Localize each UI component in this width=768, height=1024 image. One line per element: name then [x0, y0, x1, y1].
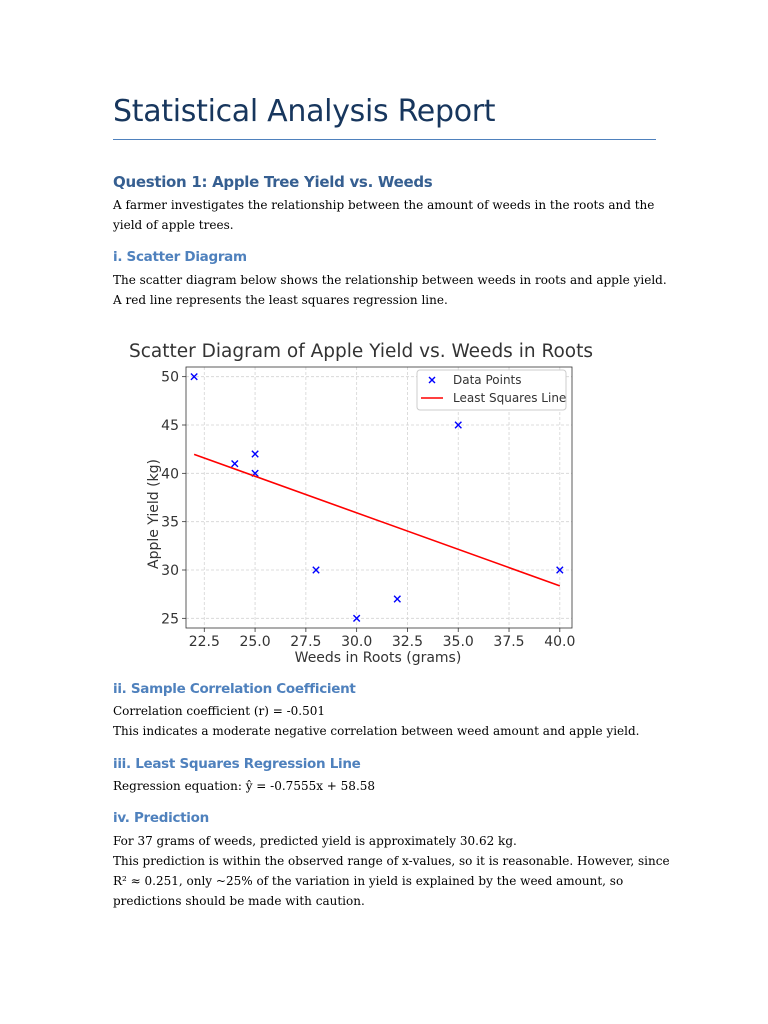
x-tick-label: 22.5 — [188, 634, 220, 650]
legend-label: Data Points — [453, 373, 522, 387]
y-tick-label: 30 — [161, 563, 179, 579]
y-tick-label: 40 — [161, 466, 179, 483]
correlation-line-1: Correlation coefficient (r) = -0.501 — [113, 704, 326, 718]
regression-line — [194, 454, 560, 585]
chart-legend — [417, 370, 566, 410]
x-tick-label: 37.5 — [493, 634, 525, 650]
correlation-line-2: This indicates a moderate negative correlation between weed amount and apple yield. — [113, 724, 640, 738]
y-axis-label: Apple Yield (kg) — [146, 458, 162, 570]
scatter-text-line-1: The scatter diagram below shows the relationship between weeds in roots and apple yield. — [113, 273, 667, 287]
data-point — [252, 451, 258, 457]
scatter-diagram-heading: i. Scatter Diagram — [113, 249, 247, 265]
data-point — [394, 596, 400, 602]
question-1-intro — [113, 195, 658, 235]
x-tick-label: 32.5 — [391, 634, 424, 650]
prediction-text — [113, 831, 670, 911]
prediction-heading: iv. Prediction — [113, 810, 209, 826]
scatter-text-line-2: A red line represents the least squares regression line. — [113, 293, 448, 307]
prediction-line-4: predictions should be made with caution. — [113, 894, 365, 908]
prediction-line-2: This prediction is within the observed range of x-values, so it is reasonable. However, since — [113, 854, 670, 868]
x-tick-label: 25.0 — [239, 634, 271, 650]
prediction-line-3: R² ≈ 0.251, only ~25% of the variation in yield is explained by the weed amount, so — [113, 874, 624, 888]
correlation-text — [113, 701, 658, 741]
y-tick-label: 45 — [161, 418, 179, 434]
x-tick-label: 27.5 — [290, 634, 322, 650]
regression-equation: Regression equation: ŷ = -0.7555x + 58.58 — [113, 779, 376, 793]
legend-label: Least Squares Line — [453, 391, 567, 405]
data-point — [232, 460, 238, 466]
x-axis-label: Weeds in Roots (grams) — [294, 650, 462, 666]
scatter-diagram-text — [113, 270, 667, 310]
scatter-chart — [113, 326, 623, 668]
x-tick-label: 35.0 — [442, 634, 474, 650]
correlation-heading: ii. Sample Correlation Coefficient — [113, 681, 356, 697]
y-tick-label: 25 — [161, 611, 179, 628]
regression-text — [113, 776, 658, 796]
intro-line-1: A farmer investigates the relationship between the amount of weeds in the roots and the — [113, 198, 655, 212]
question-1-heading: Question 1: Apple Tree Yield vs. Weeds — [113, 173, 433, 191]
x-tick-label: 40.0 — [544, 634, 576, 650]
y-tick-label: 35 — [161, 514, 179, 531]
chart-title: Scatter Diagram of Apple Yield vs. Weeds in Roots — [129, 341, 593, 362]
title-divider — [113, 139, 656, 140]
prediction-line-1: For 37 grams of weeds, predicted yield is approximately 30.62 kg. — [113, 834, 517, 848]
x-tick-label: 30.0 — [341, 634, 373, 650]
y-tick-label: 50 — [161, 369, 179, 386]
regression-heading: iii. Least Squares Regression Line — [113, 756, 361, 772]
report-title: Statistical Analysis Report — [113, 94, 496, 129]
intro-line-2: yield of apple trees. — [113, 218, 234, 232]
